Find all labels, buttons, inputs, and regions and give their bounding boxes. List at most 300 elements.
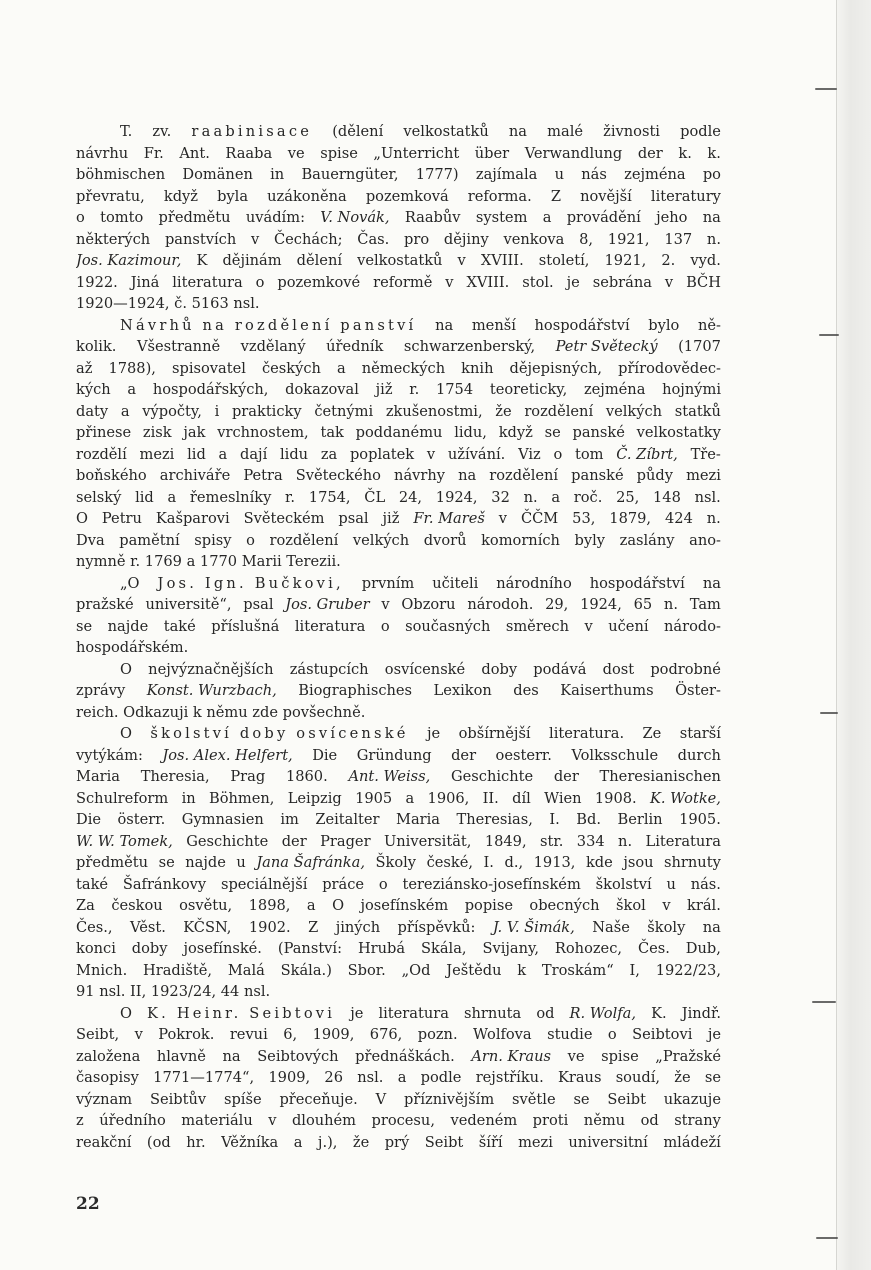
word: spisy bbox=[194, 531, 232, 549]
text-line bbox=[76, 573, 721, 595]
word: reakční bbox=[76, 1133, 132, 1151]
word: rozdělení bbox=[489, 467, 559, 484]
word: najde bbox=[185, 854, 226, 871]
word: o bbox=[553, 445, 563, 463]
word: pražské bbox=[76, 596, 134, 613]
word: II. bbox=[482, 789, 499, 807]
word: národního bbox=[496, 574, 572, 592]
word: literatura. bbox=[549, 725, 625, 742]
word: shrnuty bbox=[664, 854, 721, 871]
word: 1921, bbox=[607, 230, 650, 248]
word: Jiná bbox=[130, 273, 160, 291]
word: Za bbox=[76, 897, 95, 914]
author-name: J. V. Šimák, bbox=[492, 918, 575, 936]
word: Geschichte bbox=[186, 832, 269, 850]
word: podrobné bbox=[650, 660, 721, 678]
word: BČH bbox=[686, 273, 721, 291]
word: tereziánsko-josefínském bbox=[402, 875, 581, 893]
word: r. bbox=[285, 488, 296, 506]
word: najde bbox=[107, 617, 149, 635]
text-line: reich. Odkazuji k němu zde povšechně. bbox=[76, 703, 366, 721]
word: revui bbox=[229, 1026, 268, 1043]
word: literatura bbox=[294, 617, 366, 635]
word: 137 bbox=[664, 230, 693, 248]
word: a bbox=[293, 1133, 303, 1151]
word: velkých bbox=[352, 531, 410, 549]
word: školství bbox=[595, 875, 652, 893]
word: kde bbox=[585, 854, 613, 871]
word: zprávy bbox=[76, 682, 126, 699]
word: a bbox=[127, 381, 137, 398]
word: im bbox=[280, 811, 299, 828]
word: 1771—1774“, bbox=[153, 1069, 255, 1086]
text-line: 91 nsl. II, 1923/24, 44 nsl. bbox=[76, 983, 271, 1000]
word: hojnými bbox=[662, 381, 721, 398]
word: Z bbox=[308, 918, 319, 936]
word: boňského bbox=[76, 467, 147, 484]
word: literatury bbox=[650, 187, 721, 205]
word: rozdělení bbox=[524, 402, 594, 420]
word: Gymnasien bbox=[181, 811, 264, 828]
word: 1909, bbox=[268, 1069, 311, 1086]
word: přinese bbox=[76, 424, 132, 441]
word: předmětu bbox=[76, 854, 149, 871]
author-name: V. Novák, bbox=[320, 209, 390, 226]
word: (Panství: bbox=[277, 940, 343, 957]
word: Kraus bbox=[557, 1069, 602, 1086]
word: Šafránkovy bbox=[122, 875, 207, 893]
word: 26 bbox=[324, 1069, 343, 1086]
word: Seibtův bbox=[149, 1090, 207, 1108]
word: obecných bbox=[529, 897, 600, 914]
word: Fr. bbox=[143, 144, 164, 162]
word: šíří bbox=[478, 1133, 503, 1151]
word: a bbox=[120, 402, 130, 420]
word: Školy bbox=[375, 854, 417, 871]
text-line bbox=[76, 1046, 721, 1068]
word: Raaba bbox=[225, 144, 273, 162]
word: r. bbox=[409, 381, 420, 398]
word: rozdělí bbox=[76, 445, 127, 463]
spaced-term: školství doby osvícenské bbox=[150, 725, 409, 742]
word: „Pražské bbox=[655, 1047, 721, 1065]
word: Theresias, bbox=[456, 811, 533, 828]
word: 1905 bbox=[355, 789, 393, 807]
margin-mark bbox=[812, 1001, 836, 1003]
paragraph bbox=[76, 723, 721, 1003]
word: nás. bbox=[690, 875, 721, 893]
word: českých bbox=[261, 359, 321, 377]
word: že bbox=[352, 1133, 370, 1151]
word: dost bbox=[602, 660, 635, 678]
word: přednáškách. bbox=[355, 1047, 455, 1065]
word: reformě bbox=[373, 273, 433, 291]
word: učiteli bbox=[432, 574, 479, 592]
author-name: Jos. Kazimour, bbox=[76, 252, 182, 269]
word: směrech bbox=[505, 617, 570, 635]
word: pozemkové bbox=[277, 273, 361, 291]
word: se bbox=[76, 617, 93, 635]
word: XVIII. bbox=[480, 252, 524, 269]
word: již bbox=[375, 381, 393, 398]
word: venkova bbox=[503, 230, 565, 248]
word: pamětní bbox=[119, 531, 180, 549]
text-line bbox=[76, 358, 721, 380]
word: Schulreform bbox=[76, 789, 169, 807]
paragraph bbox=[76, 573, 721, 659]
word: nás bbox=[581, 166, 607, 183]
word: panské bbox=[571, 467, 624, 484]
word: práce bbox=[322, 875, 365, 893]
word: mezi bbox=[518, 1133, 553, 1151]
word: spíše bbox=[223, 1090, 262, 1108]
word: po bbox=[702, 166, 721, 183]
word: školy bbox=[647, 918, 686, 936]
word: dějepisných, bbox=[509, 359, 603, 377]
word: uzákoněna bbox=[267, 187, 347, 205]
text-line bbox=[76, 379, 721, 401]
word: Verwandlung bbox=[524, 144, 623, 162]
author-name: Jana Šafránka, bbox=[256, 854, 365, 871]
word: a bbox=[306, 897, 316, 914]
word: universitě“, bbox=[145, 596, 232, 613]
word: Theresia, bbox=[140, 768, 210, 785]
spaced-term: K. Heinr. Seibtovi bbox=[147, 1004, 336, 1022]
word: menší bbox=[471, 316, 516, 334]
word: ve bbox=[567, 1047, 585, 1065]
word: Jindř. bbox=[681, 1004, 721, 1022]
word: uvádím: bbox=[245, 209, 305, 226]
word: užívání. bbox=[447, 445, 506, 463]
text-line bbox=[76, 336, 721, 358]
paragraph bbox=[76, 121, 721, 315]
word: „Unterricht bbox=[373, 144, 460, 162]
word: prvním bbox=[361, 574, 415, 592]
word: se bbox=[704, 1069, 721, 1086]
word: O bbox=[120, 725, 132, 742]
page-edge-shadow bbox=[836, 0, 871, 1270]
text-line bbox=[76, 530, 721, 552]
word: der bbox=[451, 746, 477, 764]
word: Malá bbox=[227, 961, 265, 979]
word: roč. bbox=[573, 488, 603, 506]
word: zejména bbox=[624, 166, 686, 183]
word: (od bbox=[146, 1133, 171, 1151]
word: a bbox=[167, 488, 177, 506]
word: když bbox=[163, 187, 198, 205]
word: když bbox=[498, 424, 533, 441]
text-line bbox=[76, 594, 721, 616]
word: se bbox=[158, 854, 175, 871]
word: mezi bbox=[139, 445, 175, 463]
word: jiných bbox=[335, 918, 381, 936]
spaced-term: Jos. Ign. Bučkovi, bbox=[157, 574, 344, 592]
word: komorních bbox=[481, 531, 560, 549]
word: sebrána bbox=[592, 273, 652, 291]
word: über bbox=[474, 144, 510, 162]
word: příspěvků: bbox=[397, 918, 476, 936]
word: in bbox=[181, 789, 196, 807]
word: pozemková bbox=[365, 187, 449, 205]
word: současných bbox=[405, 617, 491, 635]
word: O bbox=[120, 1004, 132, 1022]
word: „O bbox=[120, 574, 140, 592]
word: 25, bbox=[616, 488, 640, 506]
word: 53, bbox=[572, 510, 596, 527]
word: Wien bbox=[544, 789, 582, 807]
word: doby bbox=[131, 940, 168, 957]
word: Obzoru bbox=[401, 596, 456, 613]
word: Ještědu bbox=[446, 961, 502, 979]
word: úředního bbox=[99, 1112, 166, 1129]
word: spisovatel bbox=[172, 359, 246, 377]
word: výpočty, bbox=[142, 402, 202, 420]
word: Rohozec, bbox=[554, 940, 623, 957]
word: procesu, bbox=[371, 1112, 435, 1129]
text-line bbox=[76, 465, 721, 487]
word: návrhu bbox=[76, 144, 129, 162]
word: Sbor. bbox=[347, 961, 386, 979]
word: dvorů bbox=[423, 531, 467, 549]
word: n. bbox=[618, 832, 633, 850]
word: také bbox=[163, 617, 196, 635]
word: zástupcích bbox=[289, 660, 369, 678]
word: oesterr. bbox=[495, 746, 552, 764]
word: mezi bbox=[686, 467, 721, 484]
word: 32 bbox=[491, 488, 510, 506]
word: v bbox=[381, 596, 390, 613]
word: Seibtových bbox=[257, 1047, 339, 1065]
word: již bbox=[382, 510, 400, 527]
word: o bbox=[607, 1026, 617, 1043]
word: (dělení bbox=[332, 123, 384, 140]
word: 1921, bbox=[604, 252, 647, 269]
word: velkostatků bbox=[357, 252, 443, 269]
word: o bbox=[246, 531, 255, 549]
word: 148 bbox=[653, 488, 681, 506]
author-name: Ant. Weiss, bbox=[348, 768, 431, 785]
text-line: nymně r. 1769 a 1770 Marii Terezii. bbox=[76, 553, 341, 570]
word: byla bbox=[217, 187, 249, 205]
text-line bbox=[76, 229, 721, 251]
word: österr. bbox=[117, 811, 166, 828]
word: O bbox=[332, 897, 345, 914]
word: návrhy bbox=[394, 467, 446, 484]
word: přeceňuje. bbox=[279, 1090, 358, 1108]
word: že bbox=[674, 1069, 691, 1086]
word: poddanému bbox=[355, 424, 443, 441]
word: zejména bbox=[583, 381, 646, 398]
word: 1913, bbox=[533, 854, 576, 871]
word: Die bbox=[76, 811, 102, 828]
word: panské bbox=[572, 424, 625, 441]
word: národoh. bbox=[467, 596, 534, 613]
word: Universität, bbox=[383, 832, 472, 850]
margin-mark bbox=[816, 1237, 838, 1239]
word: vzdělaný bbox=[240, 338, 306, 355]
text-line bbox=[76, 422, 721, 444]
word: speciálnější bbox=[220, 875, 308, 893]
word: Čes., bbox=[76, 918, 113, 936]
author-name: Jos. Gruber bbox=[285, 596, 370, 613]
word: řemeslníky bbox=[189, 488, 272, 506]
word: popise bbox=[464, 897, 513, 914]
word: 1860. bbox=[285, 768, 328, 785]
word: nsl. bbox=[357, 1069, 384, 1086]
word: světle bbox=[512, 1090, 556, 1108]
word: úředník bbox=[326, 338, 384, 355]
word: psal bbox=[338, 510, 369, 527]
word: 1905. bbox=[679, 811, 721, 828]
word: Petru bbox=[101, 510, 142, 527]
word: 1902. bbox=[248, 918, 291, 936]
word: 1922/23, bbox=[655, 961, 721, 979]
word: české, bbox=[426, 854, 474, 871]
word: Raabův bbox=[404, 209, 461, 226]
word: dějiny bbox=[443, 230, 489, 248]
word: v bbox=[268, 1112, 277, 1129]
word: podává bbox=[533, 660, 587, 678]
word: je bbox=[707, 1026, 721, 1043]
word: Skála, bbox=[421, 940, 467, 957]
paragraph bbox=[76, 659, 721, 724]
author-name: Arn. Kraus bbox=[471, 1047, 552, 1065]
word: der bbox=[553, 768, 579, 785]
text-line bbox=[76, 831, 721, 853]
word: na bbox=[435, 316, 454, 334]
word: Kašparovi bbox=[155, 510, 230, 527]
word: se bbox=[544, 424, 561, 441]
word: n. bbox=[663, 596, 678, 613]
word: prakticky bbox=[231, 402, 302, 420]
word: 1788), bbox=[108, 359, 156, 377]
text-line bbox=[76, 788, 721, 810]
word: 65 bbox=[633, 596, 653, 613]
word: učení bbox=[608, 617, 649, 635]
word: Leipzig bbox=[287, 789, 342, 807]
word: a bbox=[405, 789, 415, 807]
word: i bbox=[214, 402, 220, 420]
word: Svijany, bbox=[482, 940, 539, 957]
word: v bbox=[584, 617, 593, 635]
word: na bbox=[702, 918, 721, 936]
word: Maria bbox=[396, 811, 440, 828]
word: tak bbox=[320, 424, 344, 441]
word: kolik. bbox=[76, 338, 117, 355]
word: I. bbox=[483, 854, 494, 871]
word: dají bbox=[240, 445, 268, 463]
word: V bbox=[375, 1090, 387, 1108]
word: I. bbox=[549, 811, 560, 828]
word: od bbox=[536, 1004, 555, 1022]
word: k bbox=[517, 961, 527, 979]
word: novější bbox=[580, 187, 632, 205]
text-line bbox=[76, 1089, 721, 1111]
word: knih bbox=[461, 359, 494, 377]
word: jak bbox=[183, 424, 206, 441]
paragraph bbox=[76, 1003, 721, 1154]
text-line bbox=[76, 895, 721, 917]
word: durch bbox=[677, 746, 721, 764]
word: Hradiště, bbox=[143, 961, 213, 979]
word: tom bbox=[575, 445, 604, 463]
word: Věst. bbox=[130, 918, 166, 936]
word: německých bbox=[361, 359, 446, 377]
word: 1909, bbox=[312, 1026, 355, 1043]
word: Maria bbox=[76, 768, 120, 785]
word: nsl. bbox=[694, 488, 721, 506]
word: doby bbox=[481, 660, 518, 678]
word: zaslány bbox=[619, 531, 675, 549]
word: K. bbox=[651, 1004, 667, 1022]
word: až bbox=[76, 359, 93, 377]
text-line bbox=[76, 487, 721, 509]
word: Ant. bbox=[179, 144, 210, 162]
word: je bbox=[427, 725, 441, 742]
word: Světeckém bbox=[243, 510, 325, 527]
word: Böhmen, bbox=[208, 789, 275, 807]
word: v bbox=[457, 252, 466, 269]
word: malé bbox=[547, 123, 584, 140]
word: 2. bbox=[661, 252, 676, 269]
word: obšírnější bbox=[458, 725, 531, 742]
word: d., bbox=[504, 854, 524, 871]
word: spise bbox=[601, 1047, 639, 1065]
word: 1908. bbox=[594, 789, 637, 807]
text-line bbox=[76, 315, 721, 337]
text-line bbox=[76, 121, 721, 143]
author-name: Jos. Alex. Helfert, bbox=[162, 746, 293, 764]
word: dějinám bbox=[222, 252, 282, 269]
word: T. bbox=[120, 123, 133, 140]
body-text bbox=[76, 121, 721, 1153]
word: reforma. bbox=[467, 187, 532, 205]
word: schwarzenberský, bbox=[403, 338, 536, 355]
word: škol bbox=[616, 897, 646, 914]
word: v bbox=[664, 273, 674, 291]
text-line bbox=[76, 809, 721, 831]
word: četnými bbox=[314, 402, 374, 420]
word: system bbox=[475, 209, 528, 226]
word: na bbox=[702, 209, 721, 226]
text-line bbox=[76, 766, 721, 788]
text-line bbox=[76, 852, 721, 874]
word: o bbox=[378, 875, 388, 893]
word: Věžníka bbox=[221, 1133, 279, 1151]
word: 1924, bbox=[435, 488, 478, 506]
word: Seibt bbox=[607, 1090, 646, 1108]
word: Bd. bbox=[576, 811, 601, 828]
word: 1922. bbox=[76, 273, 118, 291]
word: prý bbox=[384, 1133, 410, 1151]
word: O bbox=[76, 510, 88, 527]
word: k. bbox=[707, 144, 721, 162]
word: Seibtovi bbox=[632, 1026, 693, 1043]
word: ČL bbox=[364, 488, 386, 506]
word: jeho bbox=[656, 209, 688, 226]
word: Skála.) bbox=[280, 961, 332, 979]
word: Mnich. bbox=[76, 961, 128, 979]
author-name: Č. Zíbrt, bbox=[616, 445, 678, 463]
word: (1707 bbox=[678, 338, 721, 355]
word: o bbox=[255, 273, 265, 291]
word: Pokrok. bbox=[158, 1026, 215, 1043]
word: Geschichte bbox=[451, 768, 534, 785]
word: velkostatky bbox=[636, 424, 721, 441]
word: vedeném bbox=[450, 1112, 518, 1129]
word: 1898, bbox=[248, 897, 291, 914]
word: vrchnostem, bbox=[217, 424, 309, 441]
